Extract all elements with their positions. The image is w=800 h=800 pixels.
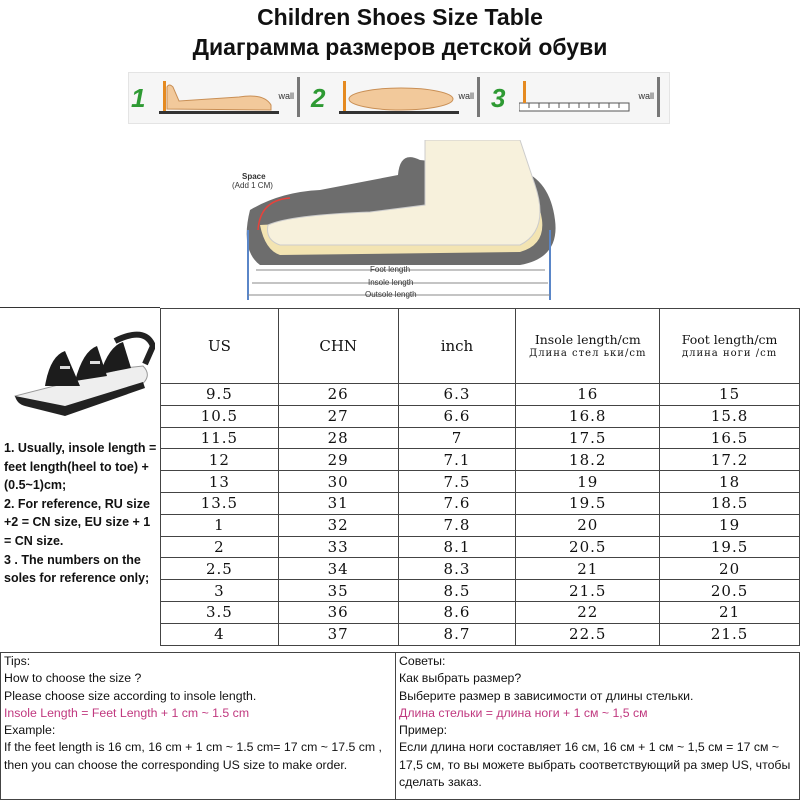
cell-foot: 16.5 — [660, 427, 800, 449]
header-chn: CHN — [278, 309, 398, 384]
cell-inch: 8.1 — [398, 536, 516, 558]
step-number: 1 — [131, 83, 146, 113]
cell-inch: 6.3 — [398, 384, 516, 406]
header-insole-en: Insole length/cm — [534, 332, 641, 347]
table-row — [161, 384, 800, 406]
cell-insole: 19.5 — [516, 492, 660, 514]
tips-heading: Советы: — [399, 654, 446, 668]
cell-us: 9.5 — [161, 384, 279, 406]
cell-foot: 17.2 — [660, 449, 800, 471]
insole-length-label: Insole length — [368, 278, 414, 287]
cell-insole: 21.5 — [516, 580, 660, 602]
cell-chn: 35 — [278, 580, 398, 602]
table-row — [161, 580, 800, 602]
cell-inch: 8.5 — [398, 580, 516, 602]
cell-inch: 7.1 — [398, 449, 516, 471]
table-row — [161, 405, 800, 427]
header-us: US — [161, 309, 279, 384]
wall-icon — [657, 77, 660, 117]
tips-example-heading: Example: — [4, 723, 56, 738]
cell-inch: 7.8 — [398, 514, 516, 536]
cell-insole: 20.5 — [516, 536, 660, 558]
header-foot-ru: длина ноги /cm — [681, 348, 778, 359]
table-row — [161, 449, 800, 471]
cell-us: 13 — [161, 471, 279, 493]
tips-answer: Выберите размер в зависимости от длины стельки. — [399, 688, 694, 703]
notes — [4, 439, 160, 588]
header-foot — [660, 309, 800, 384]
cell-insole: 22 — [516, 601, 660, 623]
tips-example-text: If the feet length is 16 cm, 16 cm + 1 cm ~ 1.5 cm= 17 cm ~ 17.5 cm , then you can choose the corresponding US size to make order. — [4, 740, 386, 772]
sandal-image — [5, 316, 155, 426]
step-2 — [309, 77, 484, 119]
cell-foot: 21 — [660, 601, 800, 623]
step-1 — [129, 77, 304, 119]
cell-insole: 16 — [516, 384, 660, 406]
wall-icon — [477, 77, 480, 117]
shoe-measurement-diagram — [220, 140, 580, 305]
note-3: 3 . The numbers on the soles for reference only; — [4, 552, 150, 586]
cell-inch: 7.5 — [398, 471, 516, 493]
wall-icon — [297, 77, 300, 117]
wall-label: wall — [638, 91, 654, 101]
step-number: 2 — [311, 83, 326, 113]
cell-insole: 20 — [516, 514, 660, 536]
cell-us: 4 — [161, 623, 279, 645]
cell-chn: 33 — [278, 536, 398, 558]
cell-inch: 7 — [398, 427, 516, 449]
tips-example-text: Если длина ноги составляет 16 см, 16 см + 1 см ~ 1,5 см = 17 см ~ 17,5 см, то вы можете выбрать соответствующий ра змер US, чтобы сделать заказ. — [399, 740, 794, 790]
cell-chn: 26 — [278, 384, 398, 406]
step-number: 3 — [491, 83, 506, 113]
note-2: 2. For reference, RU size +2 = CN size, EU size + 1 = CN size. — [4, 496, 154, 548]
header-insole — [516, 309, 660, 384]
cell-insole: 16.8 — [516, 405, 660, 427]
cell-insole: 21 — [516, 558, 660, 580]
table-row — [161, 558, 800, 580]
cell-inch: 8.7 — [398, 623, 516, 645]
tips-question: How to choose the size ? — [4, 671, 142, 686]
cell-inch: 6.6 — [398, 405, 516, 427]
cell-us: 12 — [161, 449, 279, 471]
table-row — [161, 492, 800, 514]
tips-answer: Please choose size according to insole length. — [4, 688, 257, 703]
tips-english — [0, 652, 396, 800]
table-row — [161, 623, 800, 645]
tips-example-heading: Пример: — [399, 723, 448, 738]
cell-chn: 36 — [278, 601, 398, 623]
table-row — [161, 471, 800, 493]
cell-foot: 19.5 — [660, 536, 800, 558]
cell-chn: 32 — [278, 514, 398, 536]
ruler-icon — [519, 77, 639, 119]
cell-chn: 28 — [278, 427, 398, 449]
cell-insole: 17.5 — [516, 427, 660, 449]
wall-label: wall — [278, 91, 294, 101]
cell-foot: 19 — [660, 514, 800, 536]
foot-length-label: Foot length — [370, 265, 411, 274]
step-3 — [489, 77, 664, 119]
cell-us: 13.5 — [161, 492, 279, 514]
cell-insole: 19 — [516, 471, 660, 493]
cell-us: 3.5 — [161, 601, 279, 623]
cell-us: 2.5 — [161, 558, 279, 580]
tips-question: Как выбрать размер? — [399, 671, 522, 686]
header-inch: inch — [398, 309, 516, 384]
left-panel — [0, 307, 160, 653]
table-row — [161, 514, 800, 536]
cell-chn: 37 — [278, 623, 398, 645]
table-row — [161, 601, 800, 623]
size-table — [160, 308, 800, 646]
cell-foot: 15.8 — [660, 405, 800, 427]
cell-foot: 20 — [660, 558, 800, 580]
cell-foot: 18 — [660, 471, 800, 493]
cell-chn: 27 — [278, 405, 398, 427]
cell-foot: 20.5 — [660, 580, 800, 602]
cell-inch: 7.6 — [398, 492, 516, 514]
cell-inch: 8.3 — [398, 558, 516, 580]
table-row — [161, 427, 800, 449]
table-header-row — [161, 309, 800, 384]
header-insole-ru: Длина стел ьки/cm — [529, 348, 647, 359]
title-russian: Диаграмма размеров детской обуви — [192, 34, 608, 60]
tips-formula: Длина стельки = длина ноги + 1 см ~ 1,5 см — [399, 705, 648, 720]
cell-chn: 31 — [278, 492, 398, 514]
cell-foot: 18.5 — [660, 492, 800, 514]
outsole-length-label: Outsole length — [365, 290, 417, 299]
cell-chn: 34 — [278, 558, 398, 580]
foot-on-paper-icon — [159, 77, 279, 119]
table-row — [161, 536, 800, 558]
title-english: Children Shoes Size Table — [257, 4, 543, 30]
add-cm-label: (Add 1 CM) — [232, 181, 273, 190]
cell-us: 11.5 — [161, 427, 279, 449]
cell-insole: 18.2 — [516, 449, 660, 471]
foot-outline-icon — [339, 77, 459, 119]
wall-label: wall — [458, 91, 474, 101]
cell-us: 3 — [161, 580, 279, 602]
cell-us: 2 — [161, 536, 279, 558]
note-1: 1. Usually, insole length = feet length(heel to toe) + (0.5~1)cm; — [4, 441, 160, 493]
header-foot-en: Foot length/cm — [681, 332, 778, 347]
cell-insole: 22.5 — [516, 623, 660, 645]
tips-formula: Insole Length = Feet Length + 1 cm ~ 1.5 cm — [4, 705, 250, 720]
cell-foot: 21.5 — [660, 623, 800, 645]
tips-russian — [396, 652, 800, 800]
measuring-steps — [128, 72, 670, 124]
cell-inch: 8.6 — [398, 601, 516, 623]
cell-foot: 15 — [660, 384, 800, 406]
cell-chn: 30 — [278, 471, 398, 493]
cell-chn: 29 — [278, 449, 398, 471]
tips-heading: Tips: — [4, 654, 31, 668]
cell-us: 1 — [161, 514, 279, 536]
cell-us: 10.5 — [161, 405, 279, 427]
space-label: Space — [242, 172, 266, 181]
